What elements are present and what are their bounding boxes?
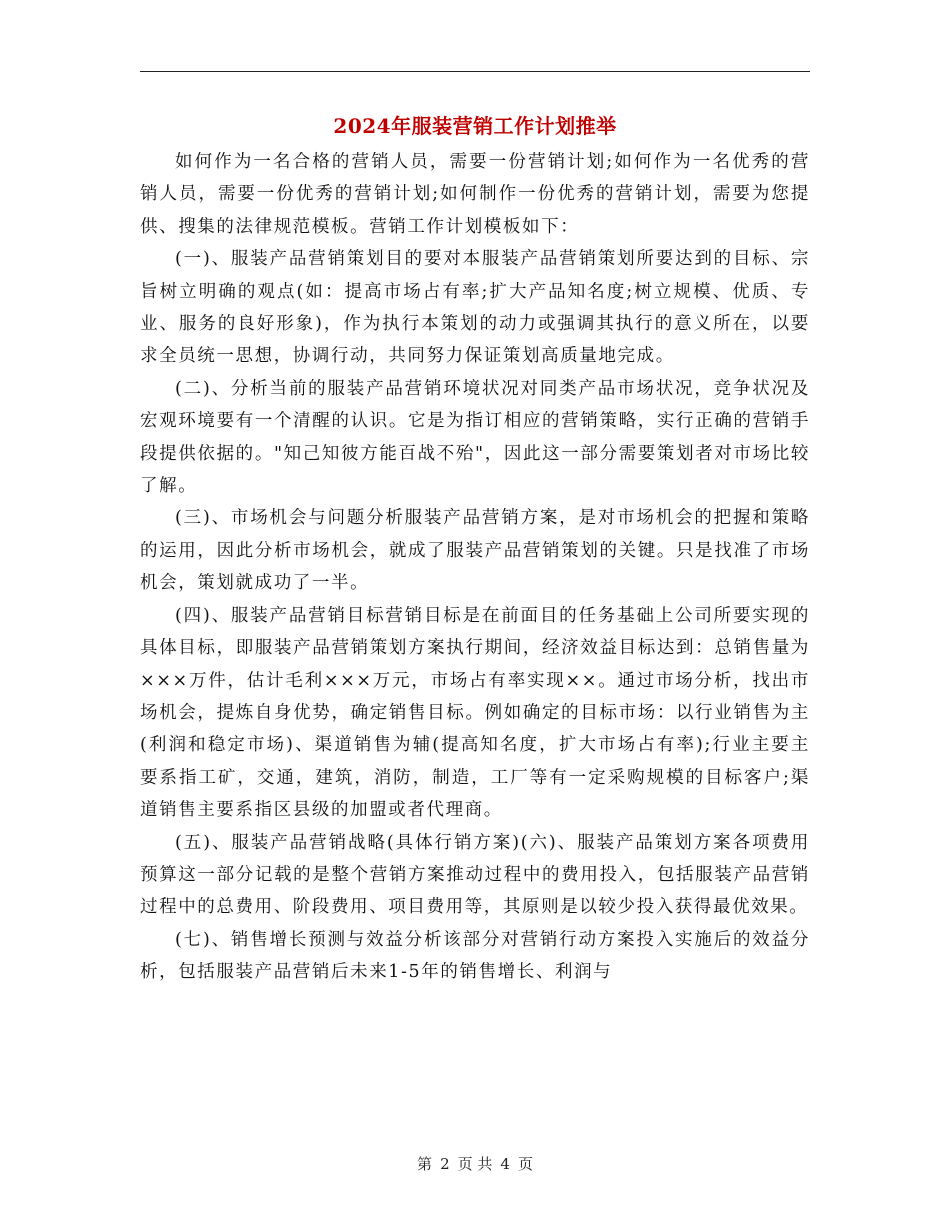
paragraph-section-5-6: (五)、服装产品营销战略(具体行销方案)(六)、服装产品策划方案各项费用预算这一部分记载的是整个营销方案推动过程中的费用投入，包括服装产品营销过程中的总费用、阶段费用、项目费用等，其原则是以较少投入获得最优效果。 bbox=[140, 832, 810, 918]
footer-total-pages: 4 bbox=[500, 1155, 510, 1173]
page-footer bbox=[0, 1152, 950, 1176]
footer-middle: 页 共 bbox=[457, 1155, 493, 1173]
footer-suffix: 页 bbox=[517, 1155, 533, 1173]
paragraph-intro: 如何作为一名合格的营销人员，需要一份营销计划;如何作为一名优秀的营销人员，需要一份优秀的营销计划;如何制作一份优秀的营销计划，需要为您提供、搜集的法律规范模板。营销工作计划模板如下： bbox=[140, 152, 810, 237]
document-title: 2024年服装营销工作计划推举 bbox=[333, 114, 617, 138]
document-body bbox=[140, 146, 810, 989]
paragraph-section-1: (一)、服装产品营销策划目的要对本服装产品营销策划所要达到的目标、宗旨树立明确的观点(如：提高市场占有率;扩大产品知名度;树立规模、优质、专业、服务的良好形象)，作为执行本策划的动力或强调其执行的意义所在，以要求全员统一思想，协调行动，共同努力保证策划高质量地完成。 bbox=[140, 249, 810, 367]
paragraph-section-3: (三)、市场机会与问题分析服装产品营销方案，是对市场机会的把握和策略的运用，因此分析市场机会，就成了服装产品营销策划的关键。只是找准了市场机会，策划就成功了一半。 bbox=[140, 508, 810, 594]
paragraph-section-7: (七)、销售增长预测与效益分析该部分对营销行动方案投入实施后的效益分析，包括服装产品营销后未来1-5年的销售增长、利润与 bbox=[140, 929, 810, 983]
paragraph-section-2: (二)、分析当前的服装产品营销环境状况对同类产品市场状况，竞争状况及宏观环境要有一个清醒的认识。它是为指订相应的营销策略，实行正确的营销手段提供依据的。"知己知彼方能百战不殆"，因此这一部分需要策划者对市场比较了解。 bbox=[140, 378, 810, 497]
header-rule bbox=[140, 71, 810, 72]
footer-prefix: 第 bbox=[417, 1155, 433, 1173]
paragraph-section-4: (四)、服装产品营销目标营销目标是在前面目的任务基础上公司所要实现的具体目标，即服装产品营销策划方案执行期间，经济效益目标达到：总销售量为×××万件，估计毛利×××万元，市场占有率实现××。通过市场分析，找出市场机会，提炼自身优势，确定销售目标。例如确定的目标市场：以行业销售为主(利润和稳定市场)、渠道销售为辅(提高知名度，扩大市场占有率);行业主要主要系指工矿，交通，建筑，消防，制造，工厂等有一定采购规模的目标客户;渠道销售主要系指区县级的加盟或者代理商。 bbox=[140, 605, 810, 821]
footer-page-number: 2 bbox=[440, 1155, 450, 1173]
